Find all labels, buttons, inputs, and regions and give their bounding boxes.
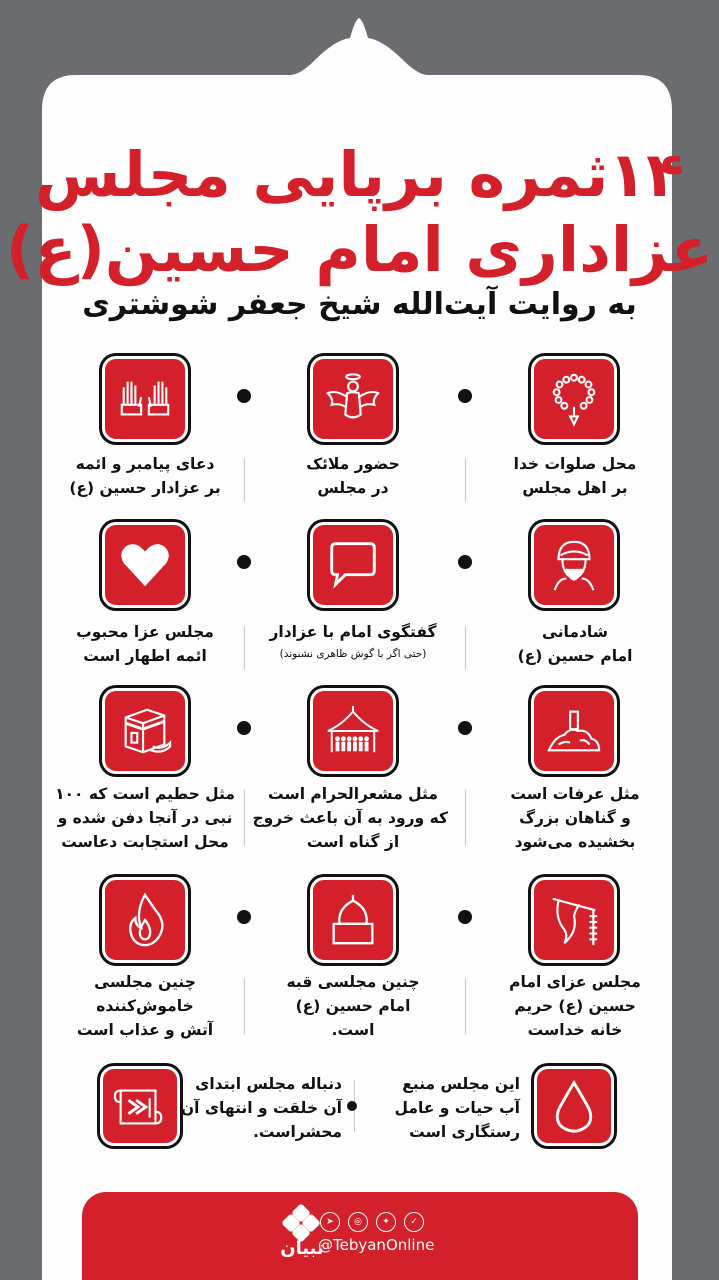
tent-crowd-icon [310, 688, 396, 774]
turban-man-icon [531, 522, 617, 608]
divider [465, 458, 466, 502]
separator-dot [237, 910, 251, 924]
divider [465, 978, 466, 1034]
separator-dot [237, 389, 251, 403]
divider [244, 978, 245, 1034]
caption-item-13: این مجلس منبع آب حیات و عامل رستگاری است [394, 1075, 520, 1141]
caption-item-6: مجلس عزا محبوب ائمه اطهار است [76, 623, 214, 665]
subtitle: به روایت آیت‌الله شیخ جعفر شوشتری [82, 287, 637, 322]
separator-dot [237, 721, 251, 735]
twitter-icon[interactable]: ✦ [376, 1212, 396, 1232]
flag-icon [531, 877, 617, 963]
caption-item-9: مثل حطیم است که ۱۰۰ نبی در آنجا دفن شده و محل استجابت دعاست [55, 785, 235, 851]
title-line1: ۱۴ثمره برپایی مجلس [34, 138, 685, 211]
prayer-beads-icon [531, 356, 617, 442]
instagram-icon[interactable]: ◎ [348, 1212, 368, 1232]
divider [465, 790, 466, 846]
caption-item-7: مثل عرفات است و گناهان بزرگ بخشیده می‌شود [510, 785, 640, 851]
separator-dot [458, 389, 472, 403]
caption-item-4: شادمانی امام حسین (ع) [517, 623, 633, 665]
check-icon[interactable]: ✓ [404, 1212, 424, 1232]
kaaba-icon [102, 688, 188, 774]
caption-item-11: چنین مجلسی قبه امام حسین (ع) است. [286, 973, 420, 1039]
separator-dot [458, 721, 472, 735]
angel-icon [310, 356, 396, 442]
caption-item-2: حضور ملائک در مجلس [306, 455, 400, 497]
caption-item-1: محل صلوات خدا بر اهل مجلس [513, 455, 637, 497]
speech-bubble-icon [310, 522, 396, 608]
divider [244, 458, 245, 502]
caption-item-12: چنین مجلسی خاموش‌کننده آتش و عذاب است [76, 973, 214, 1039]
separator-dot [347, 1101, 357, 1111]
title-line2: عزاداری امام حسین(ع) [5, 213, 714, 286]
caption-item-14: دنباله مجلس ابتدای آن خلقت و انتهای آن محشراست. [180, 1075, 342, 1141]
divider [244, 626, 245, 670]
dome-icon [310, 877, 396, 963]
separator-dot [458, 555, 472, 569]
divider [465, 626, 466, 670]
separator-dot [458, 910, 472, 924]
caption-item-5: گفتگوی امام با عزادار (حتی اگر با گوش ظاهری نشنوند) [269, 623, 437, 660]
scroll-icon [100, 1066, 180, 1146]
telegram-icon[interactable]: ➤ [320, 1212, 340, 1232]
brand-name: تبیان [280, 1238, 324, 1259]
social-handle[interactable]: @TebyanOnline [318, 1236, 435, 1254]
caption-item-10: مجلس عزای امام حسین (ع) حریم خانه خداست [509, 973, 641, 1039]
water-drop-icon [534, 1066, 614, 1146]
mountain-arafat-icon [531, 688, 617, 774]
footer-bar [82, 1192, 638, 1280]
praying-hands-icon [102, 356, 188, 442]
divider [244, 790, 245, 846]
heart-icon [102, 522, 188, 608]
caption-item-3: دعای پیامبر و ائمه بر عزادار حسین (ع) [69, 455, 221, 497]
social-icons [320, 1212, 424, 1232]
fire-icon [102, 877, 188, 963]
caption-item-8: مثل مشعرالحرام است که ورود به آن باعث خروج از گناه است [252, 785, 448, 851]
separator-dot [237, 555, 251, 569]
